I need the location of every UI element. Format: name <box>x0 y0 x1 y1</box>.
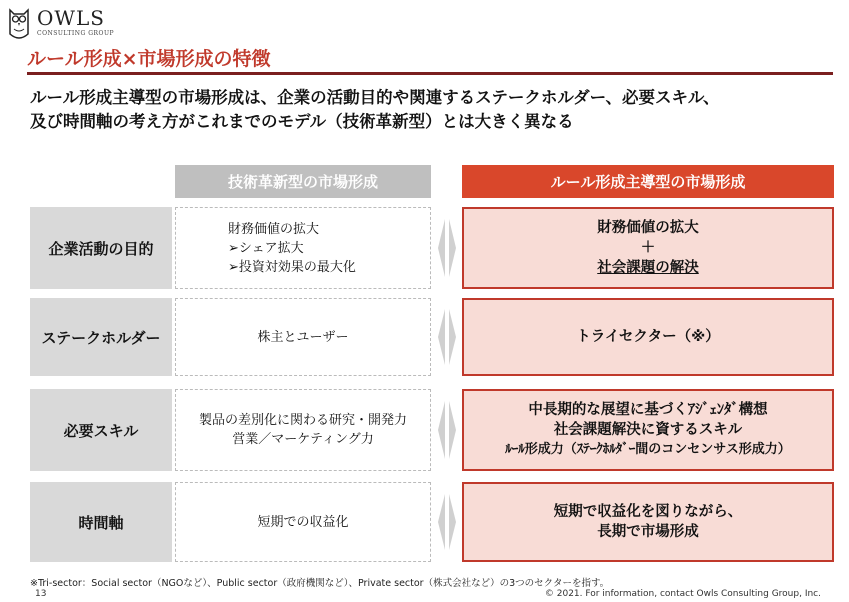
rule-item: ＋ <box>640 240 656 256</box>
footnote: ※Tri-sector：Social sector（NGOなど）、Public sector（政府機関など）、Private sector（株式会社など）の3つのセクターを指す。 <box>30 578 610 589</box>
tech-item: 短期での収益化 <box>257 514 349 530</box>
logo-wordmark: OWLS <box>37 6 105 30</box>
tech-item: ➢投資対効果の最大化 <box>228 259 356 275</box>
tech-cell-purpose <box>175 207 431 289</box>
tech-item: 製品の差別化に関わる研究・開発力 <box>198 413 407 428</box>
rule-item: 財務価値の拡大 <box>597 220 699 236</box>
rule-item: 中長期的な展望に基づくｱｼﾞｪﾝﾀﾞ構想 <box>528 402 768 418</box>
lead-line: ルール形成主導型の市場形成は、企業の活動目的や関連するステークホルダー、必要スキル、 <box>30 88 720 107</box>
rule-cell-purpose <box>462 207 834 289</box>
tech-item: 営業／マーケティング力 <box>232 432 374 447</box>
title-divider <box>27 72 833 75</box>
tech-item: ➢シェア拡大 <box>228 240 304 256</box>
rule-cell-stakeholders <box>462 298 834 376</box>
company-logo <box>6 4 116 42</box>
column-header-tech: 技術革新型の市場形成 <box>175 165 431 198</box>
column-header-rule: ルール形成主導型の市場形成 <box>462 165 834 198</box>
rule-cell-timeline <box>462 482 834 562</box>
compare-arrow-icon <box>436 298 458 376</box>
tech-cell-stakeholders <box>175 298 431 376</box>
tech-item: 財務価値の拡大 <box>228 221 320 237</box>
tech-item: 株主とユーザー <box>257 329 349 345</box>
row-label-skills: 必要スキル <box>30 389 172 471</box>
compare-arrow-icon <box>436 482 458 562</box>
tech-cell-skills <box>175 389 431 471</box>
row-label-purpose: 企業活動の目的 <box>30 207 172 289</box>
rule-cell-skills <box>462 389 834 471</box>
copyright-notice: © 2021. For information, contact Owls Consulting Group, Inc. <box>544 589 821 599</box>
rule-item: 長期で市場形成 <box>597 524 699 540</box>
page-number: 13 <box>35 589 47 599</box>
compare-arrow-icon <box>436 389 458 471</box>
owl-icon <box>6 4 32 42</box>
rule-item: 短期で収益化を図りながら、 <box>553 504 743 520</box>
lead-text <box>30 86 840 134</box>
rule-item: 社会課題解決に資するスキル <box>553 422 743 438</box>
compare-arrow-icon <box>436 207 458 289</box>
lead-line: 及び時間軸の考え方がこれまでのモデル（技術革新型）とは大きく異なる <box>30 112 574 131</box>
rule-item: ﾙｰﾙ形成力（ｽﾃｰｸﾎﾙﾀﾞｰ間のコンセンサス形成力） <box>505 442 791 457</box>
rule-item: トライセクター（※） <box>576 329 720 345</box>
page-title: ルール形成×市場形成の特徴 <box>27 48 271 70</box>
row-label-stakeholders: ステークホルダー <box>30 298 172 376</box>
tech-cell-timeline <box>175 482 431 562</box>
logo-subtitle: CONSULTING GROUP <box>37 30 115 37</box>
rule-item: 社会課題の解決 <box>597 260 699 276</box>
row-label-timeline: 時間軸 <box>30 482 172 562</box>
